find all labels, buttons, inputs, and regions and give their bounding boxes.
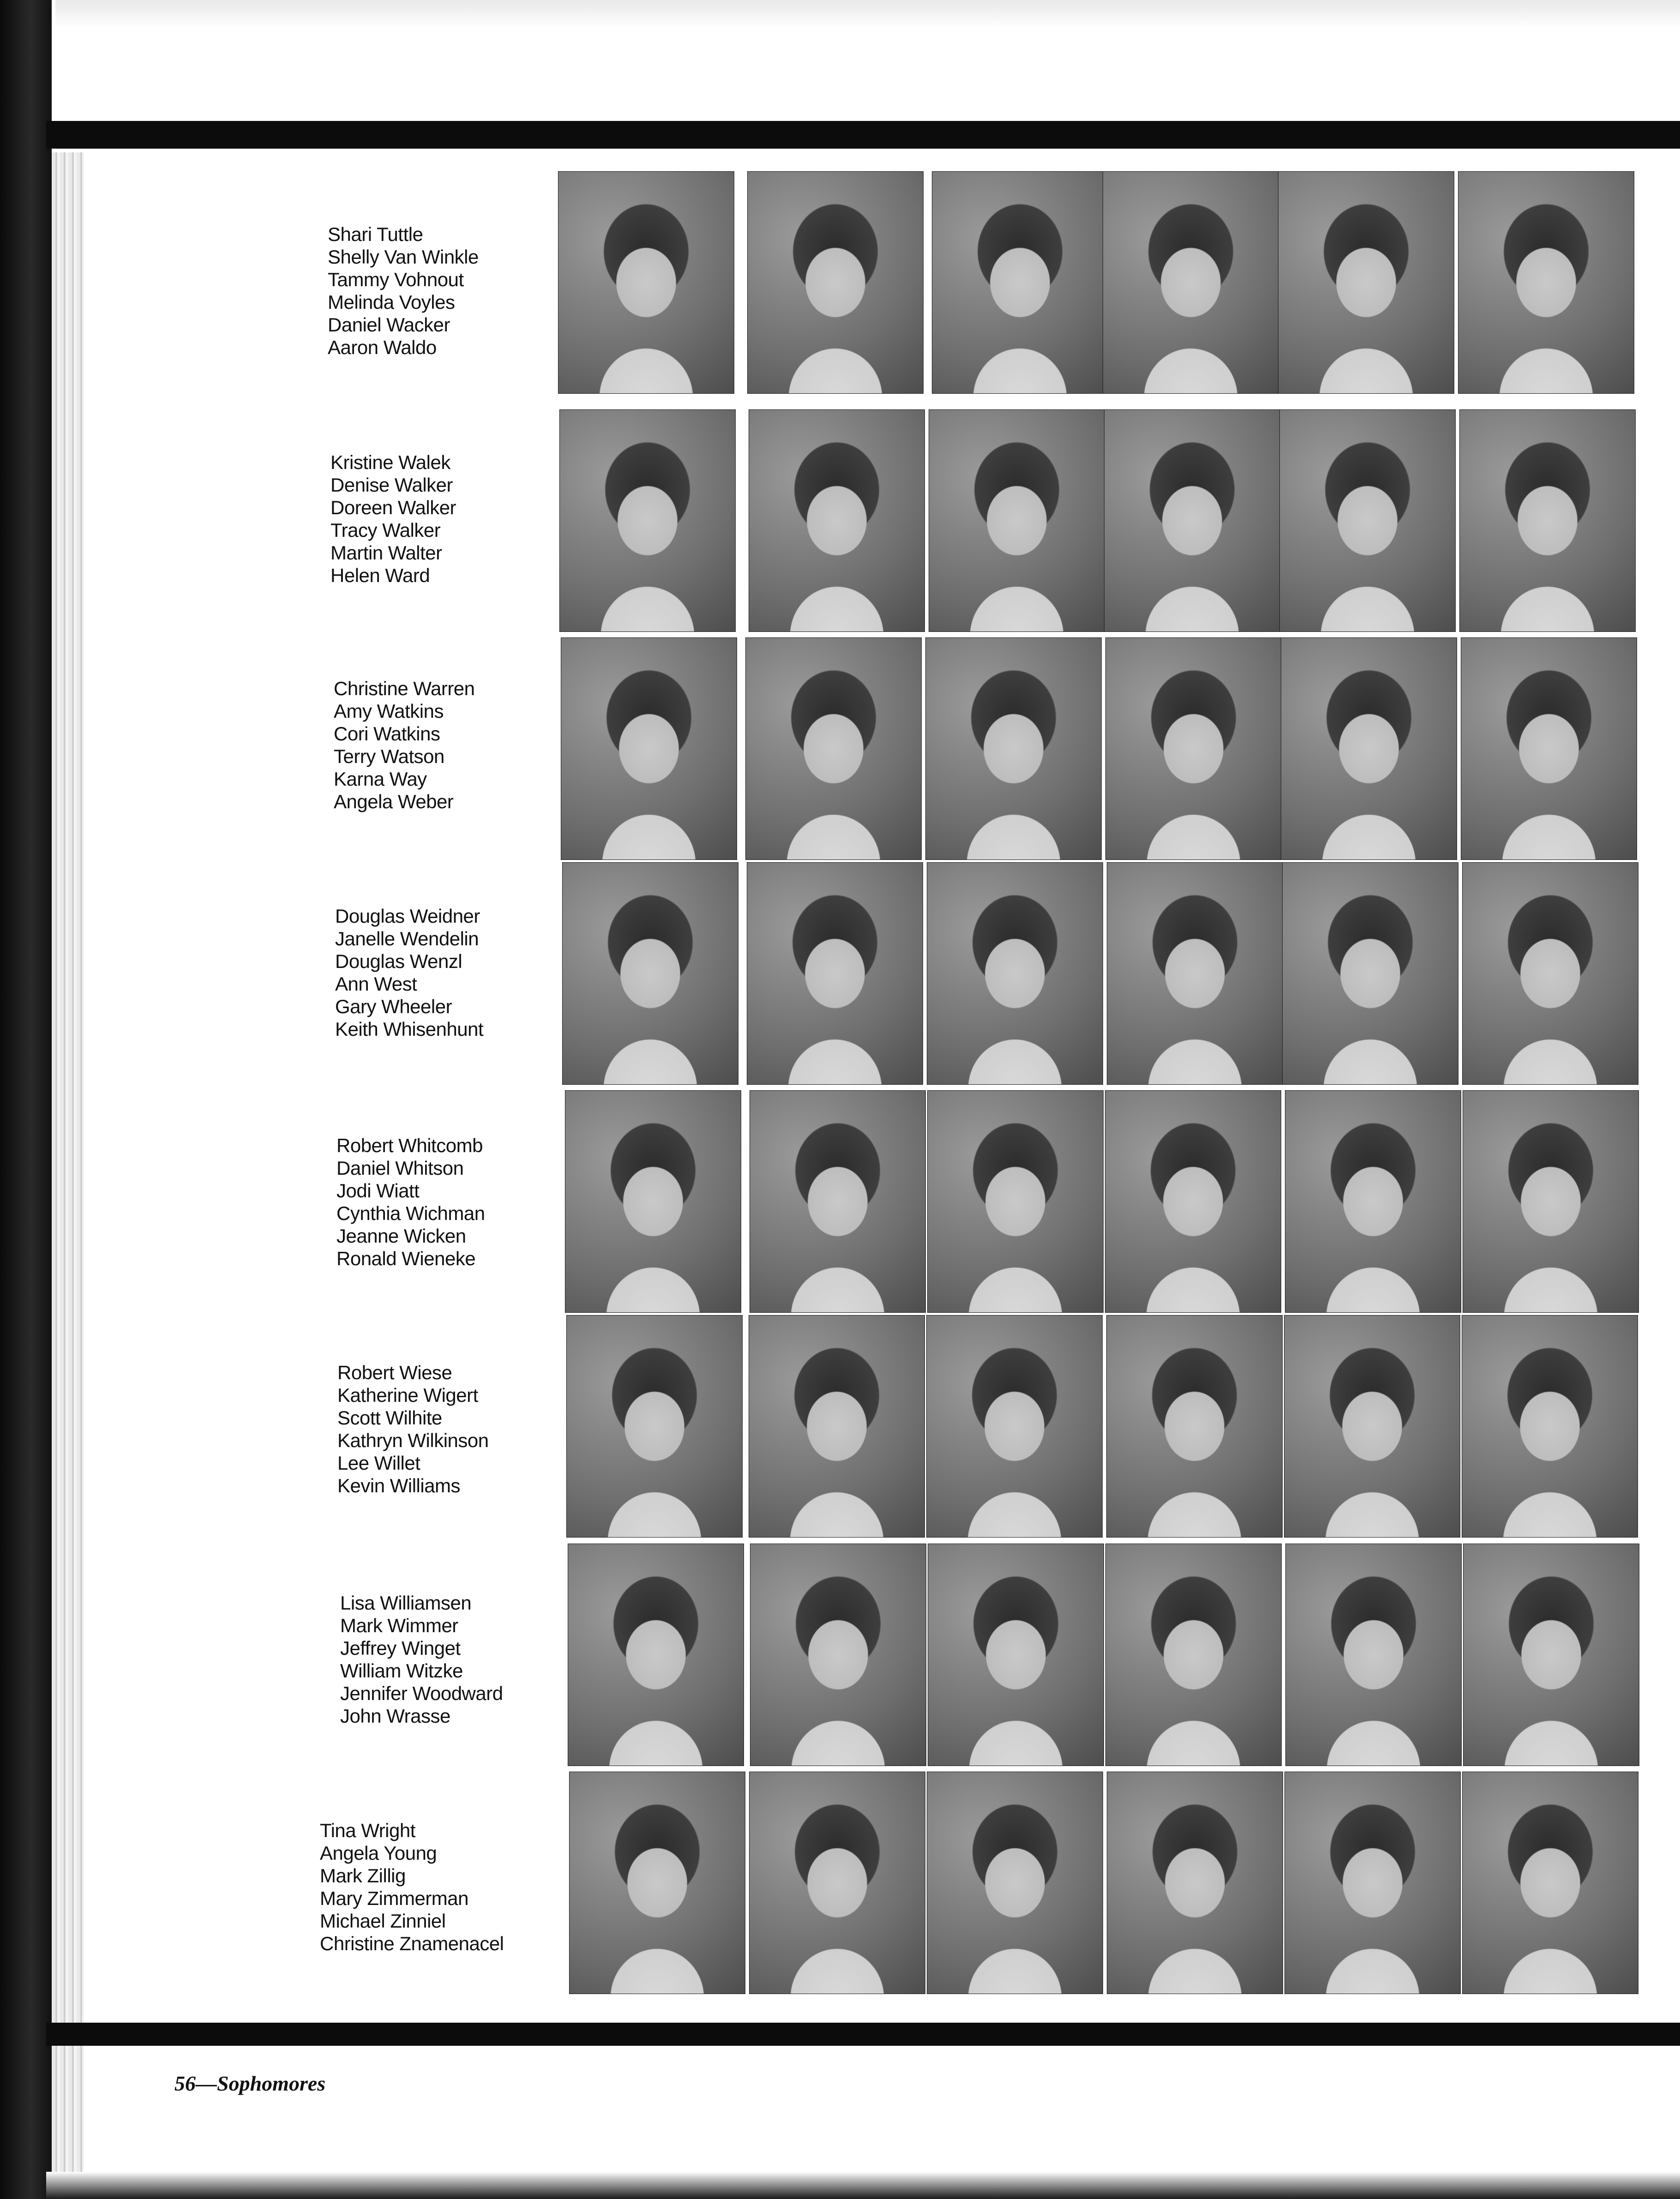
student-name: Angela Weber [334, 791, 454, 812]
student-name: Cynthia Wichman [336, 1202, 485, 1224]
student-name: William Witzke [340, 1660, 463, 1682]
student-portrait [1278, 172, 1454, 393]
bottom-rule [46, 2023, 1680, 2046]
page-footer: 56—Sophomores [174, 2072, 326, 2095]
student-name: Tina Wright [320, 1820, 415, 1841]
student-name: Christine Znamenacel [320, 1933, 504, 1954]
names-row-5 [336, 1134, 576, 1270]
student-portrait [750, 1544, 926, 1766]
student-portrait [928, 1091, 1103, 1312]
student-name: Daniel Whitson [336, 1157, 464, 1179]
student-portrait [1280, 410, 1455, 631]
student-portrait [1285, 1772, 1460, 1994]
student-name: Helen Ward [330, 565, 430, 586]
student-name: Jeffrey Winget [340, 1637, 461, 1659]
student-name: Tracy Walker [330, 519, 441, 541]
student-name: Martin Walter [330, 542, 442, 564]
student-name: Cori Watkins [334, 723, 440, 745]
student-portrait [1286, 1544, 1461, 1766]
student-portrait [746, 638, 921, 859]
student-portrait [565, 1091, 741, 1312]
page-edges [52, 152, 84, 2199]
student-name: Michael Zinniel [320, 1910, 446, 1932]
student-portrait [926, 638, 1101, 859]
student-portrait [1284, 1316, 1460, 1537]
names-row-7 [340, 1592, 580, 1727]
student-name: Denise Walker [330, 474, 453, 496]
student-portrait [1460, 410, 1635, 631]
page-bottom-edge [46, 2172, 1680, 2199]
student-portrait [1464, 1544, 1639, 1766]
student-name: Ronald Wieneke [336, 1248, 476, 1269]
names-row-4 [335, 905, 575, 1040]
names-row-6 [337, 1361, 577, 1497]
student-name: Aaron Waldo [328, 336, 437, 358]
student-portrait [748, 172, 923, 393]
student-name: Janelle Wendelin [335, 928, 479, 949]
student-name: John Wrasse [340, 1705, 450, 1727]
student-portrait [1105, 1091, 1281, 1312]
student-name: Douglas Weidner [335, 905, 480, 927]
student-portrait [747, 863, 923, 1084]
page-top-edge [55, 0, 1680, 28]
student-name: Christine Warren [334, 678, 475, 699]
student-name: Mark Zillig [320, 1865, 406, 1887]
student-name: Karna Way [334, 768, 427, 790]
student-portrait [927, 1772, 1103, 1994]
student-portrait [1103, 172, 1278, 393]
student-name: Scott Wilhite [337, 1407, 442, 1429]
student-portrait [1107, 863, 1283, 1084]
student-name: Amy Watkins [334, 700, 444, 722]
student-portrait [927, 863, 1103, 1084]
student-name: Shari Tuttle [328, 223, 423, 245]
student-portrait [932, 172, 1108, 393]
student-portrait [567, 1316, 742, 1537]
student-portrait [1106, 638, 1281, 859]
student-portrait [1283, 863, 1458, 1084]
student-portrait [1104, 410, 1280, 631]
student-portrait [1107, 1772, 1283, 1994]
student-name: Ann West [335, 973, 417, 995]
student-name: Jeanne Wicken [336, 1225, 466, 1247]
student-portrait [749, 1316, 924, 1537]
student-portrait [750, 1091, 925, 1312]
names-row-8 [320, 1819, 560, 1955]
student-portrait [750, 1772, 925, 1994]
names-row-2 [330, 451, 570, 587]
student-name: Lisa Williamsen [340, 1592, 472, 1614]
student-portrait [928, 1544, 1104, 1766]
student-portrait [1458, 172, 1634, 393]
student-name: Douglas Wenzl [335, 950, 462, 972]
student-portrait [1107, 1316, 1282, 1537]
student-name: Kristine Walek [330, 451, 450, 473]
student-name: Katherine Wigert [337, 1384, 478, 1406]
student-name: Robert Whitcomb [336, 1135, 483, 1156]
student-portrait [1106, 1544, 1281, 1766]
student-name: Gary Wheeler [335, 996, 452, 1017]
student-name: Jodi Wiatt [336, 1180, 420, 1202]
student-portrait [1461, 638, 1637, 859]
student-portrait [561, 638, 737, 859]
student-name: Shelly Van Winkle [328, 246, 479, 268]
student-portrait [568, 1544, 744, 1766]
names-row-3 [334, 677, 574, 813]
student-portrait [1462, 1316, 1638, 1537]
top-rule [46, 121, 1680, 149]
student-name: Robert Wiese [337, 1362, 452, 1383]
student-portrait [1463, 863, 1638, 1084]
student-name: Mark Wimmer [340, 1615, 458, 1636]
student-name: Lee Willet [337, 1452, 420, 1474]
student-portrait [558, 172, 734, 393]
student-name: Mary Zimmerman [320, 1887, 469, 1909]
student-portrait [1463, 1772, 1638, 1994]
student-portrait [929, 410, 1104, 631]
student-name: Tammy Vohnout [328, 269, 464, 290]
student-portrait [749, 410, 924, 631]
student-portrait [1281, 638, 1457, 859]
names-row-1 [328, 223, 568, 359]
book-binding [0, 0, 52, 2199]
student-name: Keith Whisenhunt [335, 1018, 484, 1040]
student-name: Daniel Wacker [328, 314, 450, 336]
student-name: Terry Watson [334, 745, 444, 767]
student-name: Angela Young [320, 1842, 437, 1864]
student-name: Doreen Walker [330, 497, 456, 518]
student-name: Jennifer Woodward [340, 1682, 503, 1704]
student-portrait [560, 410, 735, 631]
student-name: Kevin Williams [337, 1475, 461, 1496]
student-portrait [570, 1772, 745, 1994]
student-portrait [1463, 1091, 1638, 1312]
student-portrait [1285, 1091, 1461, 1312]
student-name: Kathryn Wilkinson [337, 1430, 489, 1451]
student-portrait [563, 863, 738, 1084]
student-portrait [927, 1316, 1102, 1537]
student-name: Melinda Voyles [328, 291, 455, 313]
